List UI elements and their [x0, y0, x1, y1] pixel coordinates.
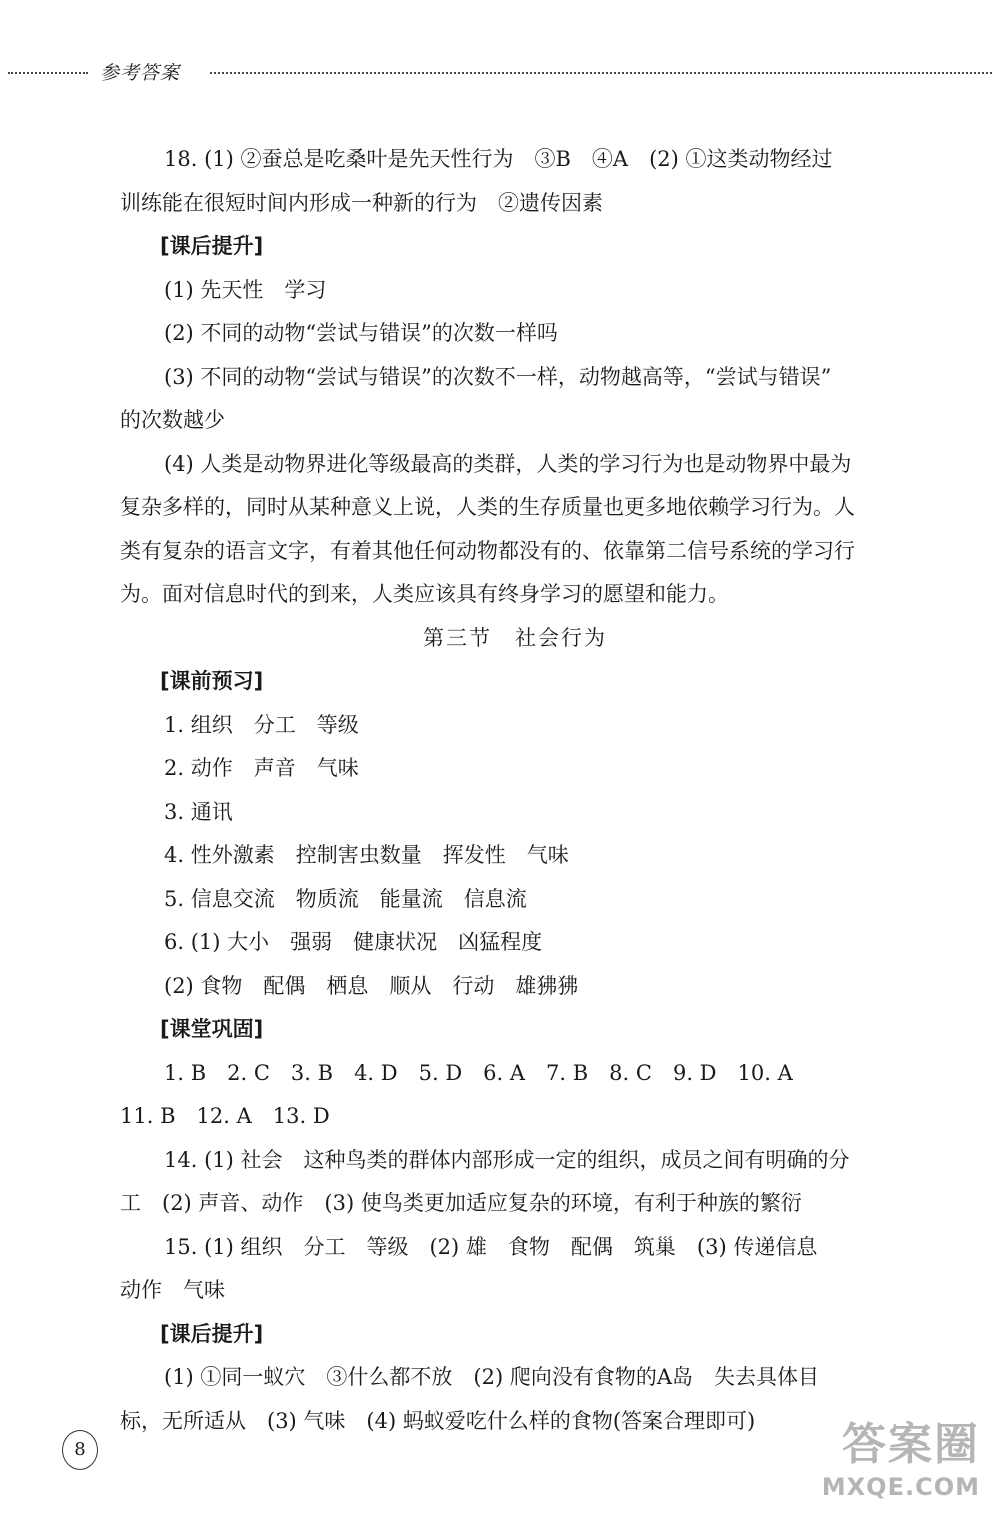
- answer-line: 的次数越少: [120, 408, 225, 432]
- section-label: [课堂巩固]: [160, 1017, 264, 1041]
- answer-content: [120, 138, 910, 1443]
- section-label: [课前预习]: [160, 669, 264, 693]
- answer-line: 4. 性外激素 控制害虫数量 挥发性 气味: [164, 843, 569, 867]
- answer-line: (4) 人类是动物界进化等级最高的类群，人类的学习行为也是动物界中最为: [164, 451, 852, 476]
- watermark-logo: [790, 1417, 980, 1517]
- header-title: 参考答案: [100, 62, 181, 84]
- answer-line: 3. 通讯: [164, 799, 233, 824]
- answer-line: 18. (1) ②蚕总是吃桑叶是先天性行为 ③B ④A (2) ①这类动物经过: [164, 147, 833, 171]
- answer-line: 1. B 2. C 3. B 4. D 5. D 6. A 7. B 8. C 9. D 10. A: [164, 1060, 793, 1085]
- answer-line: (1) 先天性 学习: [164, 277, 327, 302]
- section-label: [课后提升]: [160, 1321, 264, 1346]
- page-number: 8: [62, 1430, 98, 1470]
- header-dotted-rule-right: [210, 72, 992, 74]
- watermark-cn: 答案圈: [842, 1419, 980, 1470]
- section-heading: 第三节 社会行为: [423, 625, 607, 650]
- answer-line: 5. 信息交流 物质流 能量流 信息流: [164, 886, 527, 911]
- watermark-en: MXQE.COM: [821, 1473, 980, 1501]
- answer-line: (2) 食物 配偶 栖息 顺从 行动 雄狒狒: [164, 973, 579, 998]
- answer-line: 15. (1) 组织 分工 等级 (2) 雄 食物 配偶 筑巢 (3) 传递信息: [164, 1234, 818, 1259]
- answer-line: (2) 不同的动物“尝试与错误”的次数一样吗: [164, 321, 558, 345]
- section-label: [课后提升]: [160, 234, 264, 258]
- answer-line: 为。面对信息时代的到来，人类应该具有终身学习的愿望和能力。: [120, 582, 729, 606]
- answer-line: 标，无所适从 (3) 气味 (4) 蚂蚁爱吃什么样的食物(答案合理即可): [120, 1408, 756, 1433]
- answer-line: 1. 组织 分工 等级: [164, 712, 359, 737]
- answer-line: 14. (1) 社会 这种鸟类的群体内部形成一定的组织，成员之间有明确的分: [164, 1147, 850, 1172]
- answer-line: 11. B 12. A 13. D: [120, 1104, 330, 1128]
- answer-line: 动作 气味: [120, 1278, 225, 1302]
- answer-line: (1) ①同一蚁穴 ③什么都不放 (2) 爬向没有食物的A岛 失去具体目: [164, 1365, 820, 1389]
- answer-line: (3) 不同的动物“尝试与错误”的次数不一样，动物越高等，“尝试与错误”: [164, 364, 832, 389]
- page-header: [0, 58, 1000, 88]
- answer-line: 6. (1) 大小 强弱 健康状况 凶猛程度: [164, 930, 543, 954]
- answer-line: 工 (2) 声音、动作 (3) 使鸟类更加适应复杂的环境，有利于种族的繁衍: [120, 1191, 802, 1215]
- answer-line: 2. 动作 声音 气味: [164, 756, 359, 780]
- answer-line: 类有复杂的语言文字，有着其他任何动物都没有的、依靠第二信号系统的学习行: [120, 538, 855, 563]
- answer-line: 训练能在很短时间内形成一种新的行为 ②遗传因素: [120, 190, 603, 215]
- header-dotted-rule-left: [8, 72, 88, 74]
- answer-line: 复杂多样的，同时从某种意义上说，人类的生存质量也更多地依赖学习行为。人: [120, 495, 855, 519]
